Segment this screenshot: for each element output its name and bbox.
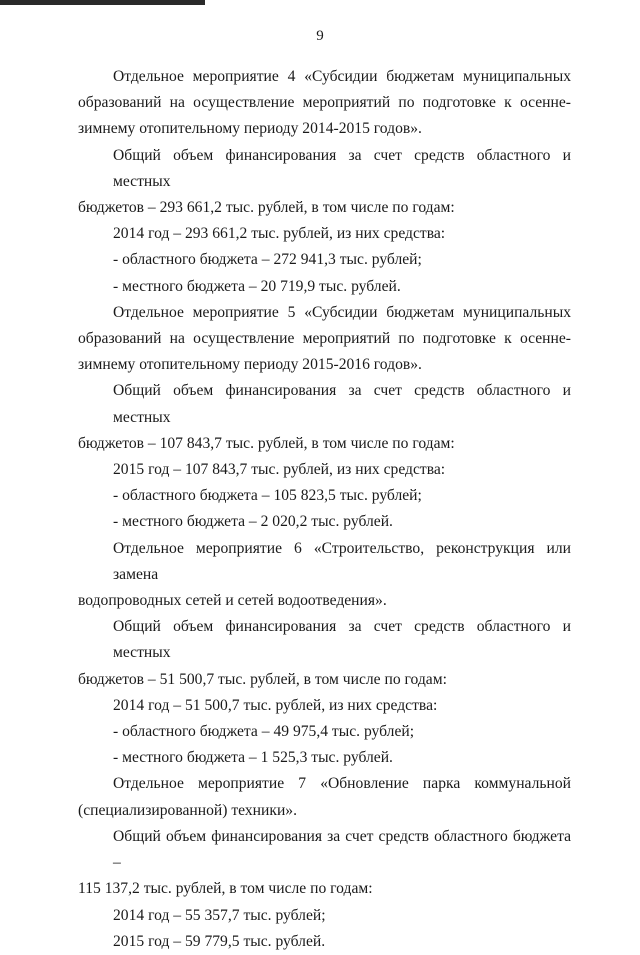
- funding-year-line: 2015 год – 107 843,7 тыс. рублей, из них средства:: [113, 461, 446, 479]
- paragraph-line: 115 137,2 тыс. рублей, в том числе по годам:: [78, 880, 373, 898]
- funding-6-paragraph: [78, 614, 571, 693]
- paragraph-line: зимнему отопительному периоду 2015-2016 годов».: [78, 356, 422, 374]
- paragraph-line: Отдельное мероприятие 4 «Субсидии бюджетам муниципальных: [113, 68, 571, 85]
- regional-budget-line: - областного бюджета – 105 823,5 тыс. рублей;: [113, 487, 422, 505]
- local-budget-line: - местного бюджета – 2 020,2 тыс. рублей.: [113, 513, 393, 531]
- paragraph-line: Отдельное мероприятие 5 «Субсидии бюджетам муниципальных: [113, 303, 571, 321]
- paragraph-line: Общий объем финансирования за счет средств областного и местных: [113, 146, 571, 190]
- funding-4-paragraph: [78, 143, 571, 222]
- funding-7-paragraph: [78, 824, 571, 903]
- funding-year-line: 2015 год – 59 779,5 тыс. рублей.: [113, 932, 326, 950]
- paragraph-line: Общий объем финансирования за счет средств областного бюджета –: [113, 827, 571, 872]
- regional-budget-line: - областного бюджета – 272 941,3 тыс. рублей;: [113, 251, 422, 269]
- document-body: [78, 64, 571, 955]
- paragraph-line: образований на осуществление мероприятий по подготовке к осенне-: [78, 94, 571, 112]
- measure-5-paragraph: [78, 300, 571, 379]
- funding-year-line: 2014 год – 55 357,7 тыс. рублей;: [113, 906, 326, 924]
- paragraph-line: зимнему отопительному периоду 2014-2015 годов».: [78, 120, 422, 138]
- paragraph-line: (специализированной) техники».: [78, 801, 297, 819]
- paragraph-line: Отдельное мероприятие 7 «Обновление парка коммунальной: [113, 775, 571, 793]
- local-budget-line: - местного бюджета – 1 525,3 тыс. рублей.: [113, 749, 393, 767]
- paragraph-line: Отдельное мероприятие 6 «Строительство, реконструкция или замена: [113, 539, 571, 583]
- measure-7-paragraph: [78, 771, 571, 823]
- regional-budget-line: - областного бюджета – 49 975,4 тыс. рублей;: [113, 723, 415, 741]
- paragraph-line: бюджетов – 107 843,7 тыс. рублей, в том числе по годам:: [78, 434, 455, 452]
- local-budget-line: - местного бюджета – 20 719,9 тыс. рублей.: [113, 277, 401, 295]
- measure-6-paragraph: [78, 536, 571, 615]
- paragraph-line: бюджетов – 293 661,2 тыс. рублей, в том числе по годам:: [78, 199, 455, 217]
- funding-year-line: 2014 год – 293 661,2 тыс. рублей, из них средства:: [113, 225, 446, 243]
- page-number: 9: [316, 28, 324, 44]
- measure-4-paragraph: [78, 64, 571, 143]
- paragraph-line: образований на осуществление мероприятий по подготовке к осенне-: [78, 330, 571, 348]
- funding-5-paragraph: [78, 378, 571, 457]
- paragraph-line: бюджетов – 51 500,7 тыс. рублей, в том числе по годам:: [78, 670, 447, 688]
- funding-year-line: 2014 год – 51 500,7 тыс. рублей, из них средства:: [113, 696, 438, 714]
- paragraph-line: Общий объем финансирования за счет средств областного и местных: [113, 382, 571, 426]
- paragraph-line: Общий объем финансирования за счет средств областного и местных: [113, 618, 571, 662]
- paragraph-line: водопроводных сетей и сетей водоотведения».: [78, 592, 387, 610]
